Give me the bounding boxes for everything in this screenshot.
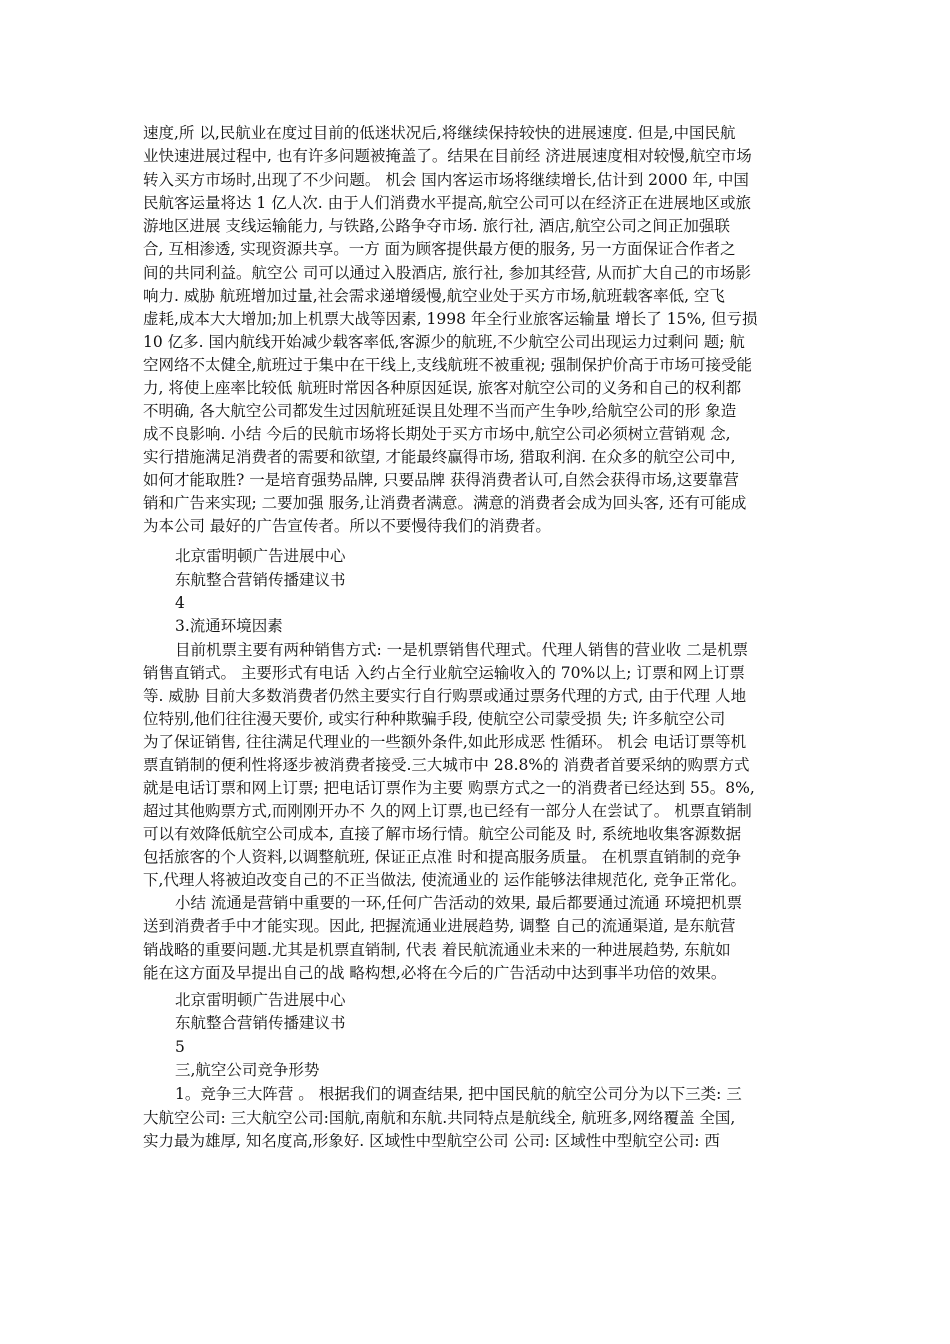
text-line: 游地区进展 支线运输能力, 与铁路,公路争夺市场. 旅行社, 酒店,航空公司之间正加强联 [143, 217, 730, 235]
text-line: 就是电话订票和网上订票; 把电话订票作为主要 购票方式之一的消费者已经达到 55。8%, [143, 779, 755, 797]
text-line: 不明确, 各大航空公司都发生过因航班延误且处理不当而产生争吵,给航空公司的形 象造 [143, 402, 737, 420]
text-line: 3.流通环境因素 [175, 617, 283, 635]
text-line: 业快速进展过程中, 也有许多问题被掩盖了。结果在目前经 济进展速度相对较慢,航空市场 [143, 147, 752, 165]
text-line: 东航整合营销传播建议书 [175, 571, 346, 589]
text-line: 销战略的重要问题.尤其是机票直销制, 代表 着民航流通业未来的一种进展趋势, 东航如 [143, 941, 731, 959]
text-line: 超过其他购票方式,而刚刚开办不 久的网上订票,也已经有一部分人在尝试了。 机票直销制 [143, 802, 752, 820]
text-line: 10 亿多. 国内航线开始减少载客率低,客源少的航班,不少航空公司出现运力过剩问 题; 航 [143, 333, 745, 351]
text-line: 位特别,他们往往漫天要价, 或实行种种欺骗手段, 使航空公司蒙受损 失; 许多航空公司 [143, 710, 726, 728]
text-line: 三,航空公司竞争形势 [175, 1061, 320, 1079]
text-line: 成不良影响. 小结 今后的民航市场将长期处于买方市场中,航空公司必须树立营销观 念, [143, 425, 731, 443]
text-line: 空网络不太健全,航班过于集中在干线上,支线航班不被重视; 强制保护价高于市场可接受能 [143, 356, 753, 374]
text-line: 可以有效降低航空公司成本, 直接了解市场行情。航空公司能及 时, 系统地收集客源数据 [143, 825, 742, 843]
text-line: 送到消费者手中才能实现。因此, 把握流通业进展趋势, 调整 自己的流通渠道, 是东航营 [143, 917, 736, 935]
text-line: 1。竞争三大阵营 。 根据我们的调查结果, 把中国民航的航空公司分为以下三类: 三 [175, 1085, 742, 1103]
text-line: 民航客运量将达 1 亿人次. 由于人们消费水平提高,航空公司可以在经济正在进展地区或旅 [143, 194, 751, 212]
text-line: 4 [175, 594, 185, 612]
text-line: 北京雷明顿广告进展中心 [175, 991, 346, 1009]
text-line: 虚耗,成本大大增加;加上机票大战等因素, 1998 年全行业旅客运输量 增长了 15%, 但亏损 [143, 310, 758, 328]
text-line: 等. 威胁 目前大多数消费者仍然主要实行自行购票或通过票务代理的方式, 由于代理 人地 [143, 687, 747, 705]
text-line: 间的共同利益。航空公 司可以通过入股酒店, 旅行社, 参加其经营, 从而扩大自己的市场影 [143, 264, 751, 282]
text-line: 实力最为雄厚, 知名度高,形象好. 区域性中型航空公司 公司: 区域性中型航空公司: 西 [143, 1132, 720, 1150]
text-line: 东航整合营销传播建议书 [175, 1014, 346, 1032]
text-line: 销和广告来实现; 二要加强 服务,让消费者满意。满意的消费者会成为回头客, 还有可能成 [143, 494, 747, 512]
text-line: 力, 将使上座率比较低 航班时常因各种原因延误, 旅客对航空公司的义务和自己的权利都 [143, 379, 742, 397]
text-line: 目前机票主要有两种销售方式: 一是机票销售代理式。代理人销售的营业收 二是机票 [175, 641, 749, 659]
text-line: 5 [175, 1038, 185, 1056]
text-line: 实行措施满足消费者的需要和欲望, 才能最终赢得市场, 猎取利润. 在众多的航空公司中, [143, 448, 736, 466]
text-line: 为本公司 最好的广告宣传者。所以不要慢待我们的消费者。 [143, 517, 551, 535]
text-line: 速度,所 以,民航业在度过目前的低迷状况后,将继续保持较快的进展速度. 但是,中国民航 [143, 124, 736, 142]
text-line: 下,代理人将被迫改变自己的不正当做法, 使流通业的 运作能够法律规范化, 竞争正常化。 [143, 871, 747, 889]
text-line: 小结 流通是营销中重要的一环,任何广告活动的效果, 最后都要通过流通 环境把机票 [175, 894, 743, 912]
text-line: 票直销制的便利性将逐步被消费者接受.三大城市中 28.8%的 消费者首要采纳的购票方式 [143, 756, 750, 774]
text-line: 销售直销式。 主要形式有电话 入约占全行业航空运输收入的 70%以上; 订票和网上订票 [143, 664, 745, 682]
text-line: 包括旅客的个人资料,以调整航班, 保证正点准 时和提高服务质量。 在机票直销制的竞争 [143, 848, 742, 866]
text-line: 能在这方面及早提出自己的战 略构想,必将在今后的广告活动中达到事半功倍的效果。 [143, 964, 727, 982]
text-line: 北京雷明顿广告进展中心 [175, 547, 346, 565]
text-line: 转入买方市场时,出现了不少问题。 机会 国内客运市场将继续增长,估计到 2000 年, 中国 [143, 171, 749, 189]
text-line: 如何才能取胜? 一是培育强势品牌, 只要品牌 获得消费者认可,自然会获得市场,这要靠营 [143, 471, 739, 489]
text-line: 为了保证销售, 往往满足代理业的一些额外条件,如此形成恶 性循环。 机会 电话订票等机 [143, 733, 747, 751]
text-line: 大航空公司: 三大航空公司:国航,南航和东航.共同特点是航线全, 航班多,网络覆盖 全国, [143, 1109, 736, 1127]
text-line: 合, 互相渗透, 实现资源共享。一方 面为顾客提供最方便的服务, 另一方面保证合作者之 [143, 240, 736, 258]
text-line: 响力. 威胁 航班增加过量,社会需求递增缓慢,航空业处于买方市场,航班载客率低, 空飞 [143, 287, 725, 305]
